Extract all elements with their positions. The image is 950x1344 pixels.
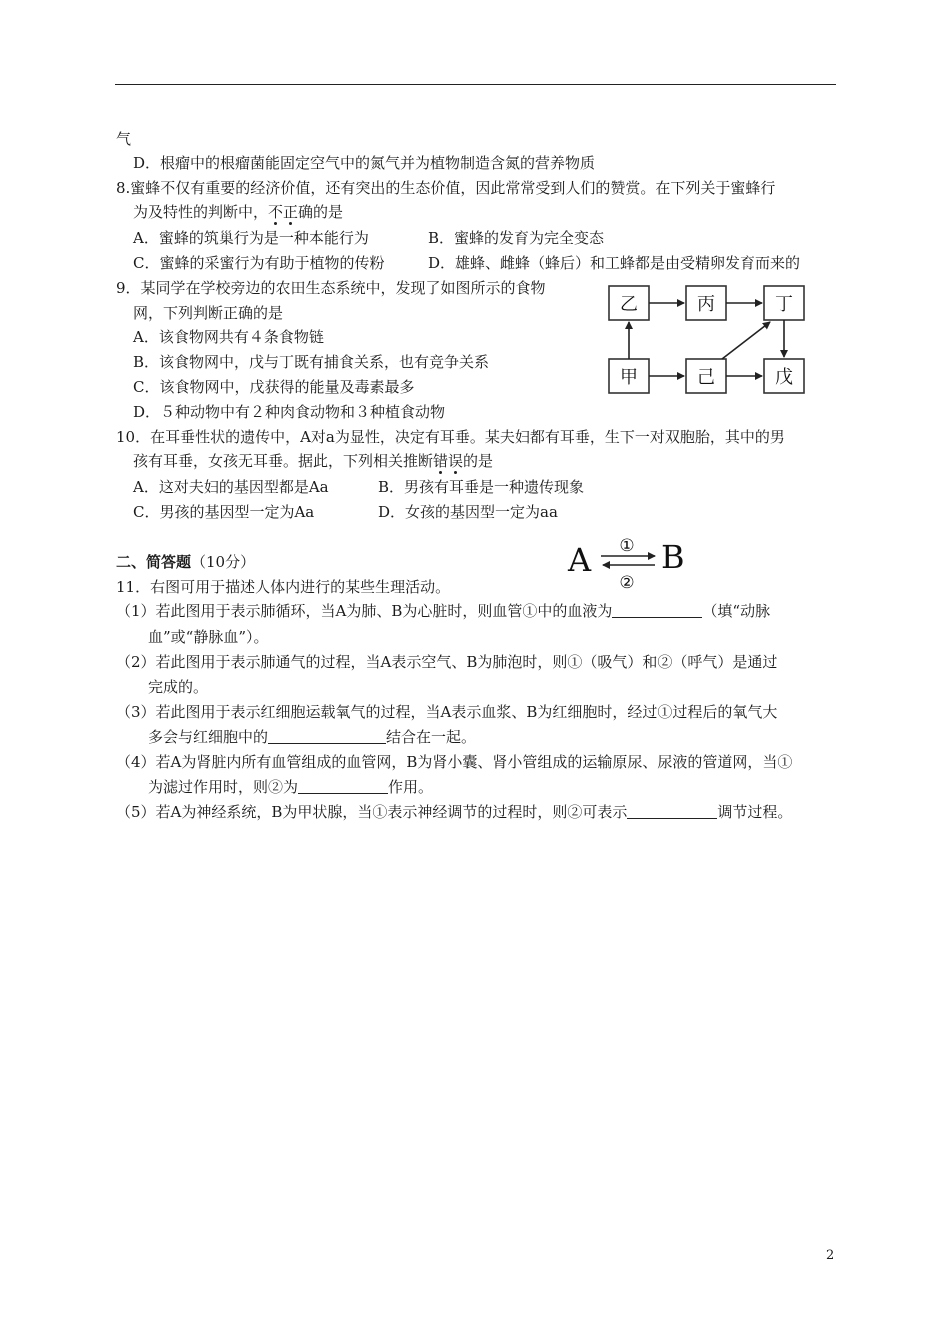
diagram-label-2: ② [619, 573, 635, 593]
node-bing: 丙 [697, 294, 715, 315]
q8-option-a: A．蜜蜂的筑巢行为是一种本能行为 [133, 229, 369, 247]
q11-part4-line2: 为滤过作用时，则②为 作用。 [148, 778, 434, 796]
emphasis-dot: 误 [448, 452, 464, 470]
answer-blank-4[interactable] [298, 778, 388, 794]
q11-part3-line1: （3）若此图用于表示红细胞运载氧气的过程，当A表示血浆、B为红细胞时，经过①过程后的氧气大 [116, 703, 778, 721]
answer-blank-1[interactable] [612, 602, 702, 618]
food-web-diagram [600, 278, 810, 398]
q7-option-d: D．根瘤中的根瘤菌能固定空气中的氮气并为植物制造含氮的营养物质 [133, 154, 596, 172]
emphasis-dot: 正 [283, 203, 299, 221]
exchange-diagram [565, 534, 695, 594]
node-wu: 戊 [775, 367, 793, 388]
node-jia: 甲 [620, 367, 638, 388]
q9-stem-line2: 网，下列判断正确的是 [133, 304, 284, 322]
emphasis-dot: 不 [268, 203, 284, 221]
node-ji: 己 [697, 367, 715, 388]
q10-stem-line1: 10．在耳垂性状的遗传中，A对a为显性，决定有耳垂。某夫妇都有耳垂，生下一对双胞胎，其中的男 [116, 428, 785, 446]
section-heading [116, 552, 255, 572]
q8-option-b: B．蜜蜂的发育为完全变态 [428, 229, 605, 247]
q11-part3-line2: 多会与红细胞中的 结合在一起。 [148, 728, 477, 746]
q8-option-c: C．蜜蜂的采蜜行为有助于植物的传粉 [133, 254, 385, 272]
node-yi: 乙 [620, 294, 638, 315]
q9-stem-line1: 9．某同学在学校旁边的农田生态系统中，发现了如图所示的食物 [116, 279, 546, 297]
q8-stem-line1: 8.蜜蜂不仅有重要的经济价值，还有突出的生态价值，因此常常受到人们的赞赏。在下列关于蜜蜂行 [116, 179, 776, 197]
arrow-ji-ding [722, 322, 770, 359]
header-rule [115, 84, 836, 85]
section-score: （10分） [191, 553, 256, 571]
diagram-a: A [568, 541, 592, 579]
q10-option-a: A．这对夫妇的基因型都是Aa [133, 478, 329, 496]
q9-option-b: B．该食物网中，戊与丁既有捕食关系，也有竞争关系 [133, 353, 490, 371]
page-number: 2 [826, 1248, 835, 1263]
answer-blank-5[interactable] [627, 803, 717, 819]
q11-stem: 11．右图可用于描述人体内进行的某些生理活动。 [116, 578, 451, 596]
q8-stem-line2: 为及特性的判断中，不正确的是 [133, 203, 344, 221]
q10-option-d: D．女孩的基因型一定为aa [378, 503, 558, 521]
q9-option-c: C．该食物网中，戊获得的能量及毒素最多 [133, 378, 415, 396]
q10-option-b: B．男孩有耳垂是一种遗传现象 [378, 478, 585, 496]
answer-blank-3[interactable] [268, 728, 386, 744]
diagram-b: B [661, 538, 685, 576]
diagram-label-1: ① [619, 536, 635, 556]
section-title: 二、简答题 [116, 553, 192, 571]
q10-option-c: C．男孩的基因型一定为Aa [133, 503, 315, 521]
q11-part1-line2: 血”或“静脉血”）。 [148, 628, 269, 646]
q11-part4-line1: （4）若A为肾脏内所有血管组成的血管网，B为肾小囊、肾小管组成的运输原尿、尿液的管道网，当① [116, 753, 793, 771]
node-ding: 丁 [775, 294, 793, 315]
q8-option-d: D．雄蜂、雌蜂（蜂后）和工蜂都是由受精卵发育而来的 [428, 254, 801, 272]
q11-part2-line1: （2）若此图用于表示肺通气的过程，当A表示空气、B为肺泡时，则①（吸气）和②（呼气）是通过 [116, 653, 778, 671]
q9-option-d: D．５种动物中有２种肉食动物和３种植食动物 [133, 403, 446, 421]
q9-option-a: A．该食物网共有４条食物链 [133, 328, 324, 346]
q7-tail: 气 [116, 130, 132, 148]
q11-part1-line1: （1）若此图用于表示肺循环，当A为肺、B为心脏时，则血管①中的血液为 （填“动脉 [116, 602, 771, 620]
q10-stem-line2: 孩有耳垂，女孩无耳垂。据此，下列相关推断错误的是 [133, 452, 494, 470]
emphasis-dot: 错 [433, 452, 449, 470]
q11-part5: （5）若A为神经系统，B为甲状腺，当①表示神经调节的过程时，则②可表示 调节过程。 [116, 803, 793, 821]
q11-part2-line2: 完成的。 [148, 678, 209, 696]
